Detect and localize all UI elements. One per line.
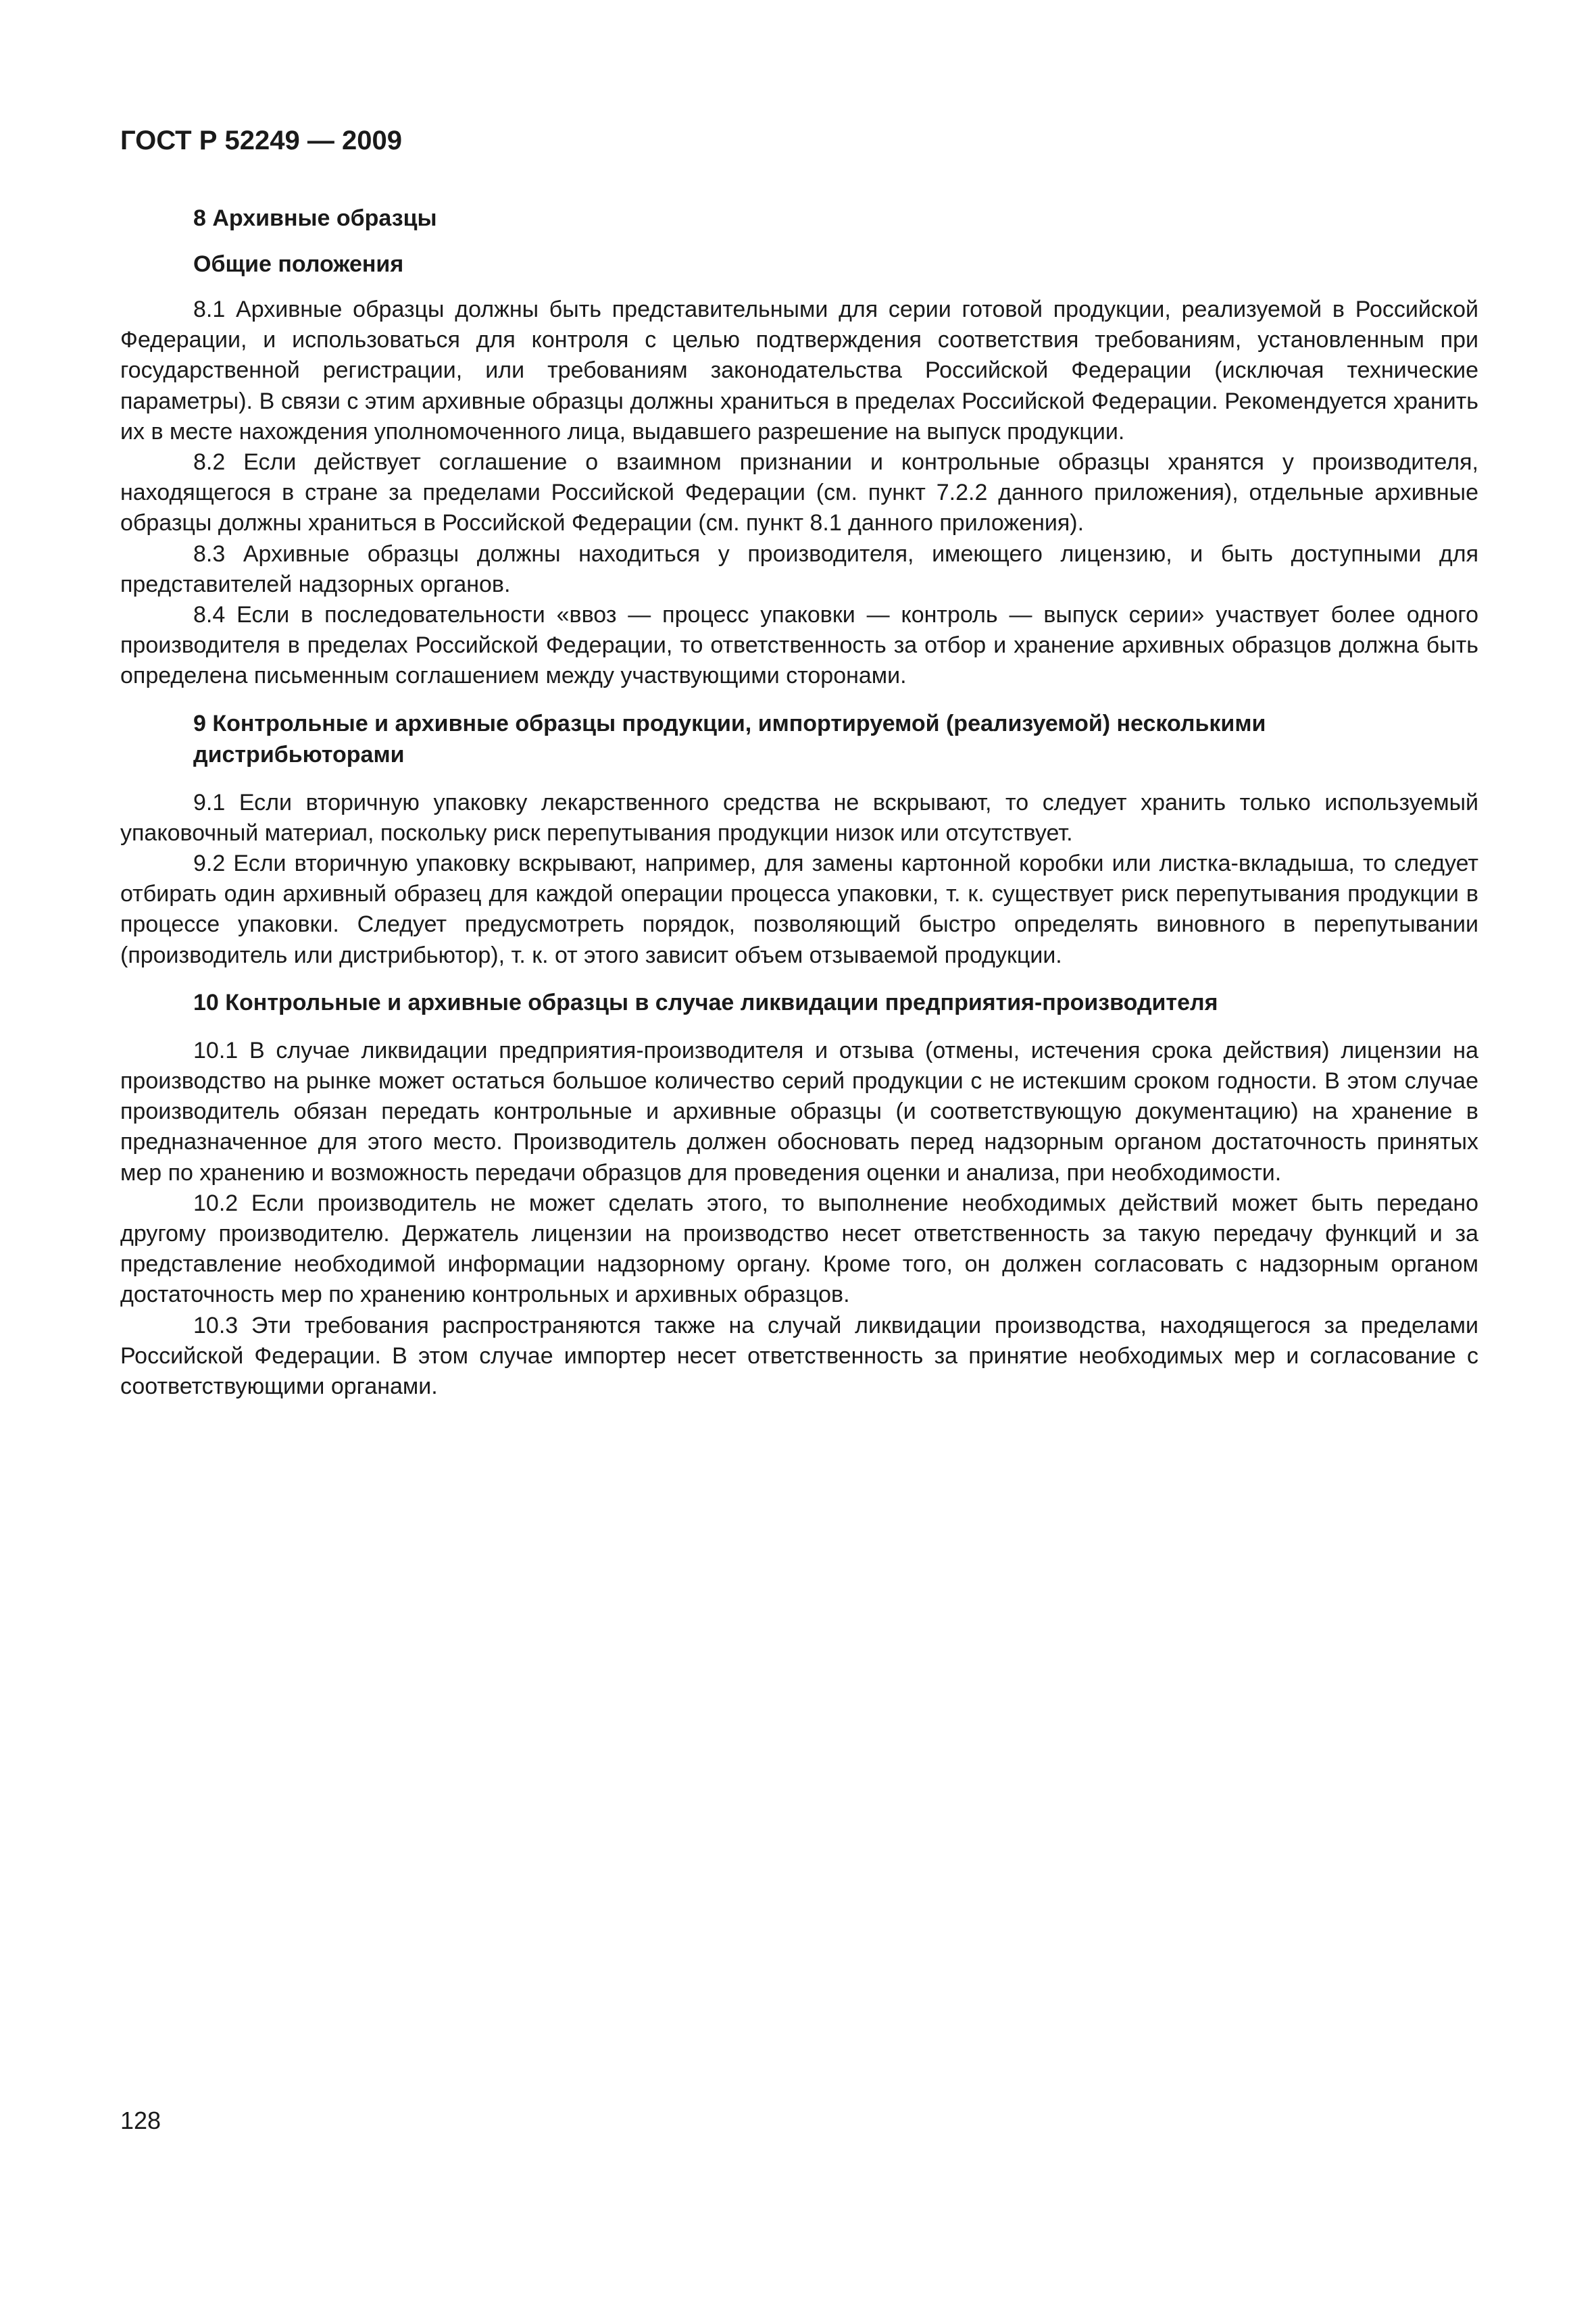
paragraph-9-2: 9.2 Если вторичную упаковку вскрывают, например, для замены картонной коробки или листка-вкладыша, то следует отбирать один архивный образец для каждой операции процесса упаковки, т. к. существует риск перепутывания продукции в процессе упаковки. Следует предусмотреть порядок, позволяющий быстро определять виновного в перепутывании (производитель или дистрибьютор), т. к. от этого зависит объем отзываемой продукции. (120, 851, 1478, 968)
paragraph-8-1: 8.1 Архивные образцы должны быть представительными для серии готовой продукции, реализуемой в Российской Федерации, и использоваться для контроля с целью подтверждения соответствия требованиям, установленным при государственной регистрации, или требованиям законодательства Российской Федерации (исключая технические параметры). В связи с этим архивные образцы должны храниться в пределах Российской Федерации. Рекомендуется хранить их в месте нахождения уполномоченного лица, выдавшего разрешение на выпуск продукции. (120, 297, 1478, 445)
document-code-header: ГОСТ Р 52249 — 2009 (120, 126, 402, 155)
paragraph-10-1: 10.1 В случае ликвидации предприятия-производителя и отзыва (отмены, истечения срока действия) лицензии на производство на рынке может остаться большое количество серий продукции с не истекшим сроком годности. В этом случае производитель обязан передать контрольные и архивные образцы (и соответствующую документацию) на хранение в предназначенное для этого место. Производитель должен обосновать перед надзорным органом достаточность принятых мер по хранению и возможность передачи образцов для проведения оценки и анализа, при необходимости. (120, 1037, 1478, 1186)
document-body (120, 203, 1478, 1402)
paragraph-9-1: 9.1 Если вторичную упаковку лекарственного средства не вскрывают, то следует хранить только используемый упаковочный материал, поскольку риск перепутывания продукции низок или отсутствует. (120, 789, 1478, 846)
paragraph-8-2: 8.2 Если действует соглашение о взаимном признании и контрольные образцы хранятся у производителя, находящегося в стране за пределами Российской Федерации (см. пункт 7.2.2 данного приложения), отдельные архивные образцы должны храниться в Российской Федерации (см. пункт 8.1 данного приложения). (120, 449, 1478, 536)
page-number: 128 (120, 2107, 161, 2134)
section-10-title: 10 Контрольные и архивные образцы в случае ликвидации предприятия-производителя (193, 989, 1218, 1015)
section-spacer (120, 971, 1478, 987)
section-8-title: 8 Архивные образцы (193, 205, 437, 231)
section-spacer (120, 692, 1478, 708)
paragraph-10-3: 10.3 Эти требования распространяются также на случай ликвидации производства, находящегося за пределами Российской Федерации. В этом случае импортер несет ответственность за принятие необходимых мер и согласование с соответствующими органами. (120, 1312, 1478, 1400)
paragraph-8-4: 8.4 Если в последовательности «ввоз — процесс упаковки — контроль — выпуск серии» участвует более одного производителя в пределах Российской Федерации, то ответственность за отбор и хранение архивных образцов должна быть определена письменным соглашением между участвующими сторонами. (120, 602, 1478, 689)
paragraph-10-2: 10.2 Если производитель не может сделать этого, то выполнение необходимых действий может быть передано другому производителю. Держатель лицензии на производство несет ответственность за такую передачу функций и за представление необходимой информации надзорному органу. Кроме того, он должен согласовать с надзорным органом достаточность мер по хранению контрольных и архивных образцов. (120, 1190, 1478, 1308)
paragraph-8-3: 8.3 Архивные образцы должны находиться у производителя, имеющего лицензию, и быть доступными для представителей надзорных органов. (120, 540, 1478, 597)
section-9-title: 9 Контрольные и архивные образцы продукции, импортируемой (реализуемой) несколькими дистрибьюторами (193, 710, 1266, 768)
section-8-subtitle: Общие положения (193, 251, 404, 277)
